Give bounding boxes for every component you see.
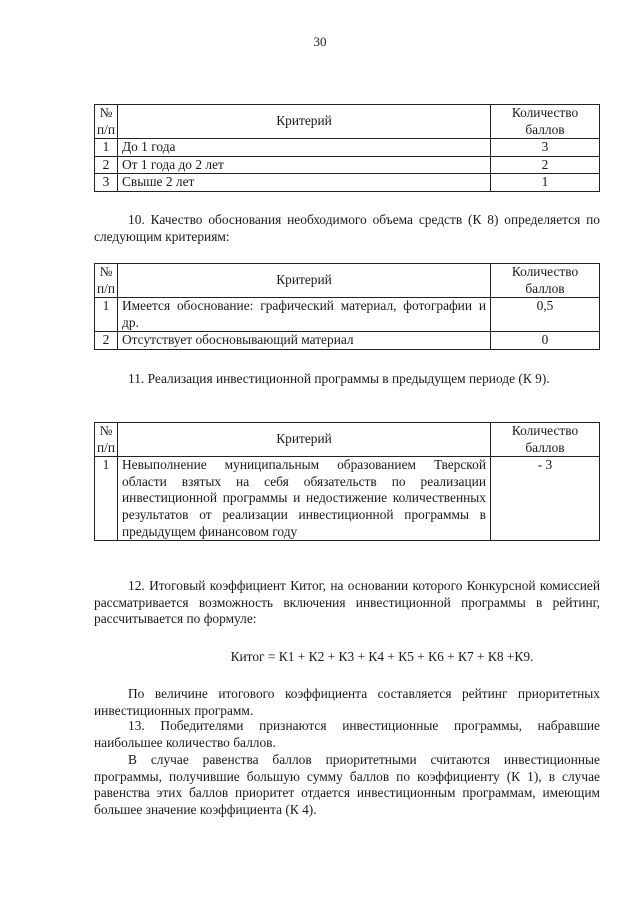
header-score — [491, 423, 600, 457]
header-criterion — [118, 423, 491, 457]
header-num-label: № п/п — [96, 423, 116, 455]
row-num: 2 — [95, 332, 118, 350]
row-criterion: От 1 года до 2 лет — [118, 156, 491, 174]
paragraph-rating: По величине итогового коэффициента составляется рейтинг приоритетных инвестиционных программ. — [94, 686, 600, 718]
header-criterion — [118, 264, 491, 298]
table-row — [95, 156, 600, 174]
paragraph-13: 13. Победителями признаются инвестиционные программы, набравшие наибольшее количество баллов. — [94, 718, 600, 750]
paragraph-12: 12. Итоговый коэффициент Китог, на основании которого Конкурсной комиссией рассматривается возможность включения инвестиционной программы в рейтинг, рассчитывается по формуле: — [94, 578, 600, 627]
row-criterion: Отсутствует обосновывающий материал — [118, 332, 491, 350]
header-criterion — [118, 105, 491, 139]
header-score — [491, 105, 600, 139]
row-score: 2 — [491, 156, 600, 174]
page-number: 30 — [313, 34, 327, 49]
header-criterion-label: Критерий — [276, 431, 332, 447]
header-score — [491, 264, 600, 298]
row-score: - 3 — [491, 457, 600, 541]
table-row — [95, 332, 600, 350]
table-header-row — [95, 264, 600, 298]
header-criterion-label: Критерий — [276, 272, 332, 288]
table-row — [95, 298, 600, 332]
table-justification — [94, 263, 600, 350]
row-criterion: Свыше 2 лет — [118, 174, 491, 192]
header-num-label: № п/п — [96, 264, 116, 296]
row-score: 0,5 — [491, 298, 600, 332]
header-num — [95, 264, 118, 298]
header-num-label: № п/п — [96, 105, 116, 137]
paragraph-10: 10. Качество обоснования необходимого объема средств (К 8) определяется по следующим критериям: — [94, 212, 600, 244]
row-score: 0 — [491, 332, 600, 350]
row-criterion: Невыполнение муниципальным образованием Тверской области взятых на себя обязательств по реализации инвестиционной программы и недостижение количественных результатов от реализации инвестиционной программы в предыдущем финансовом году — [118, 457, 491, 541]
header-num — [95, 423, 118, 457]
header-score-label: Количество баллов — [511, 105, 579, 137]
row-num: 1 — [95, 457, 118, 541]
header-score-label: Количество баллов — [511, 423, 579, 455]
row-num: 1 — [95, 139, 118, 157]
paragraph-11: 11. Реализация инвестиционной программы в предыдущем периоде (К 9). — [128, 371, 550, 386]
table-header-row — [95, 105, 600, 139]
table-header-row — [95, 423, 600, 457]
row-score: 1 — [491, 174, 600, 192]
row-score: 3 — [491, 139, 600, 157]
table-row — [95, 174, 600, 192]
header-num — [95, 105, 118, 139]
table-previous-period — [94, 422, 600, 541]
row-num: 2 — [95, 156, 118, 174]
table-duration — [94, 104, 600, 192]
header-criterion-label: Критерий — [276, 113, 332, 129]
table-row — [95, 139, 600, 157]
row-num: 3 — [95, 174, 118, 192]
row-criterion: До 1 года — [118, 139, 491, 157]
header-score-label: Количество баллов — [511, 264, 579, 296]
table-row — [95, 457, 600, 541]
paragraph-equal-scores: В случае равенства баллов приоритетными считаются инвестиционные программы, получившие большую сумму баллов по коэффициенту (К 1), в случае равенства этих баллов приоритет отдается инвестиционным программам, имеющим большее значение коэффициента (К 4). — [94, 752, 600, 817]
row-num: 1 — [95, 298, 118, 332]
row-criterion: Имеется обоснование: графический материал, фотографии и др. — [118, 298, 491, 332]
formula: Китог = К1 + К2 + К3 + К4 + К5 + К6 + К7 + К8 +К9. — [230, 649, 534, 664]
